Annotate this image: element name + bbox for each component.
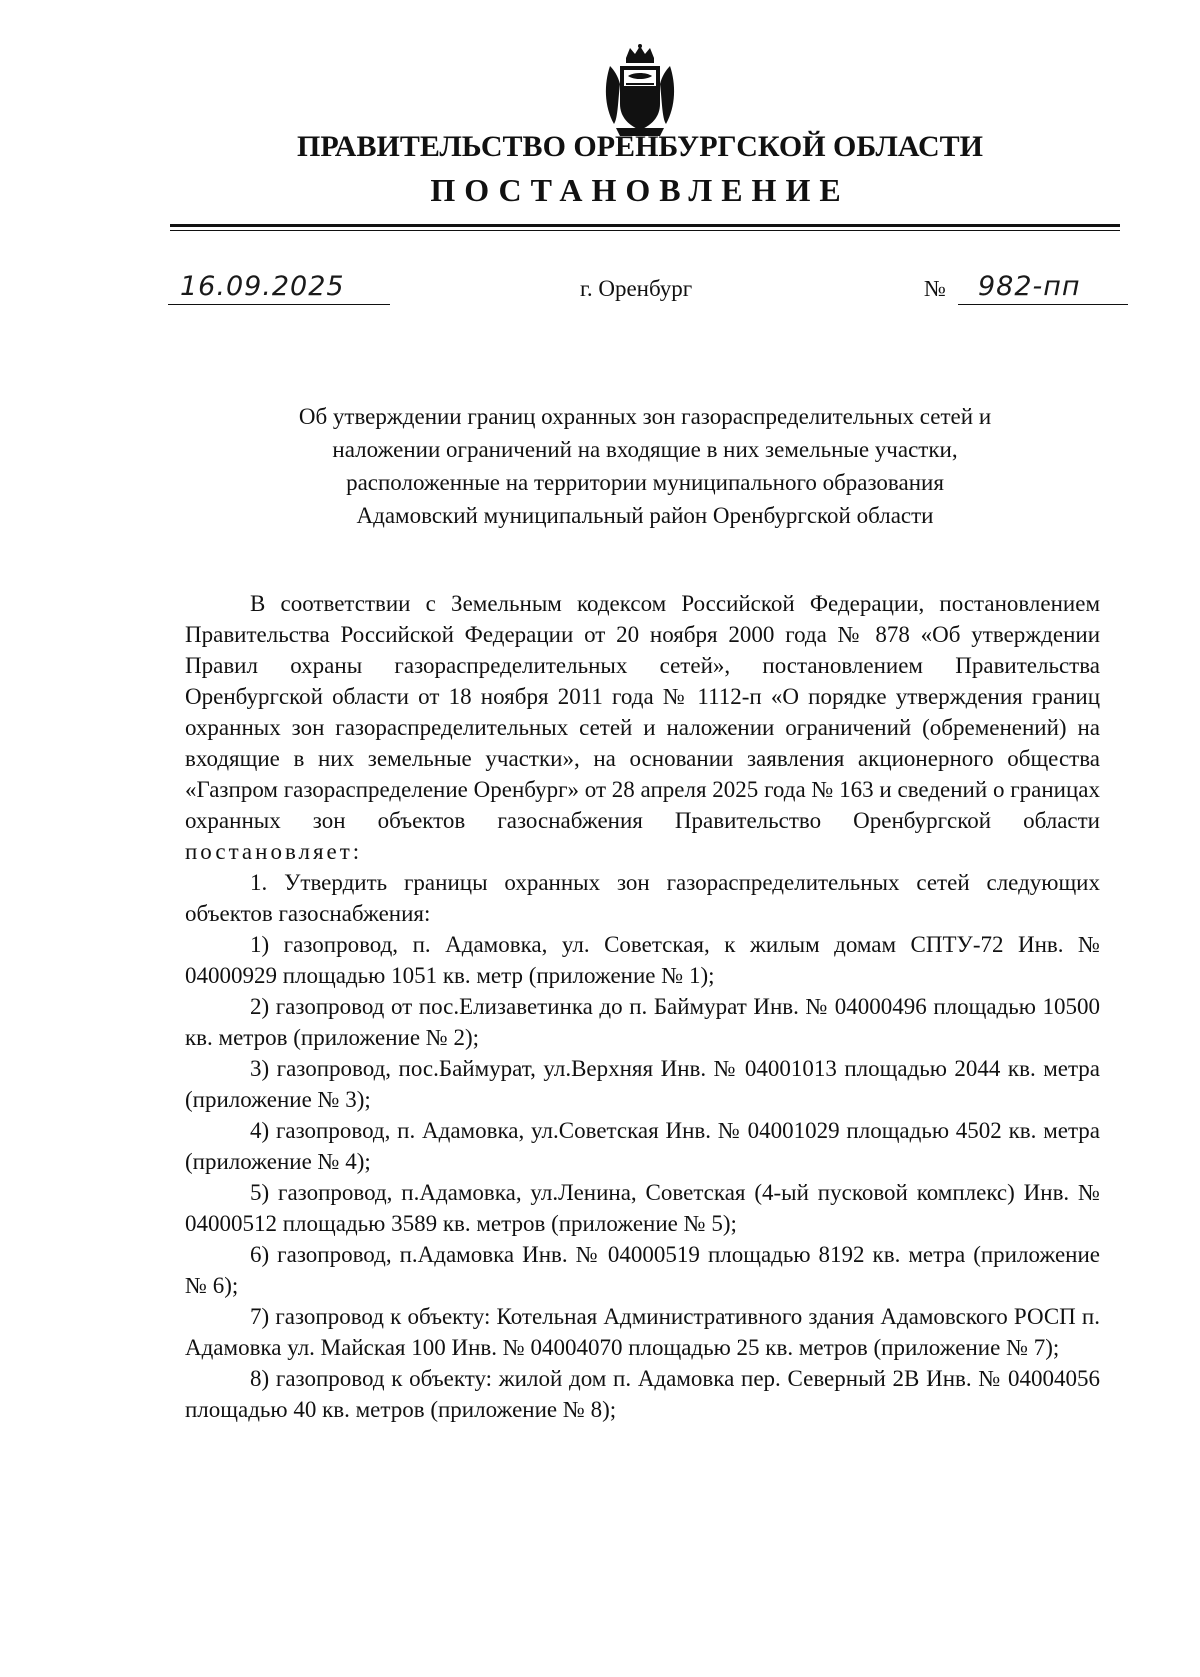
item-1-paragraph: 1. Утвердить границы охранных зон газораспределительных сетей следующих объектов газоснабжения: [185, 870, 1100, 926]
document-body [185, 588, 1100, 1425]
header-divider-thin [170, 230, 1120, 231]
subject-line: Адамовский муниципальный район Оренбургской области [356, 503, 934, 528]
subject-line: Об утверждении границ охранных зон газораспределительных сетей и [298, 404, 992, 429]
document-subject [170, 400, 1120, 532]
subitem-paragraph: 4) газопровод, п. Адамовка, ул.Советская Инв. № 04001029 площадью 4502 кв. метра (приложение № 4); [185, 1118, 1100, 1174]
coat-of-arms-emblem [600, 44, 680, 140]
subitem-paragraph: 5) газопровод, п.Адамовка, ул.Ленина, Советская (4-ый пусковой комплекс) Инв. № 04000512 площадью 3589 кв. метров (приложение № 5); [185, 1180, 1100, 1236]
header-divider-thick [170, 224, 1120, 227]
subitem-paragraph: 3) газопровод, пос.Баймурат, ул.Верхняя Инв. № 04001013 площадью 2044 кв. метра (приложение № 3); [185, 1056, 1100, 1112]
number-field [958, 268, 1128, 305]
number-value: 982-пп [978, 271, 1081, 302]
decree-word: постановляет: [185, 839, 363, 864]
subject-line: наложении ограничений на входящие в них земельные участки, [332, 437, 958, 462]
subitem-paragraph: 2) газопровод от пос.Елизаветинка до п. Баймурат Инв. № 04000496 площадью 10500 кв. метров (приложение № 2); [185, 994, 1100, 1050]
document-type-title: ПОСТАНОВЛЕНИЕ [430, 172, 850, 208]
subitem-paragraph: 7) газопровод к объекту: Котельная Административного здания Адамовского РОСП п. Адамовка ул. Майская 100 Инв. № 04004070 площадью 25 кв. метров (приложение № 7); [185, 1304, 1100, 1360]
city-label: г. Оренбург [580, 276, 693, 301]
number-label: № [924, 276, 946, 301]
subitem-paragraph: 8) газопровод к объекту: жилой дом п. Адамовка пер. Северный 2В Инв. № 04004056 площадью 40 кв. метров (приложение № 8); [185, 1366, 1100, 1422]
preamble-text: В соответствии с Земельным кодексом Российской Федерации, постановлением Правительства Российской Федерации от 20 ноября 2000 года № 878 «Об утверждении Правил охраны газораспределительных сетей», постановлением Правительства Оренбургской области от 18 ноября 2011 года № 1112-п «О порядке утверждения границ охранных зон газораспределительных сетей и наложении ограничений (обременений) на входящие в них земельные участки», на основании заявления акционерного общества «Газпром газораспределение Оренбург» от 28 апреля 2025 года № 163 и сведений о границах охранных зон объектов газоснабжения Правительство Оренбургской области [185, 591, 1100, 833]
date-field [168, 268, 390, 305]
preamble-paragraph [185, 588, 1100, 867]
date-value: 16.09.2025 [180, 271, 345, 302]
subitem-paragraph: 1) газопровод, п. Адамовка, ул. Советская, к жилым домам СПТУ-72 Инв. № 04000929 площадью 1051 кв. метр (приложение № 1); [185, 932, 1100, 988]
subject-line: расположенные на территории муниципального образования [346, 470, 944, 495]
organization-title: ПРАВИТЕЛЬСТВО ОРЕНБУРГСКОЙ ОБЛАСТИ [296, 130, 984, 163]
subitem-paragraph: 6) газопровод, п.Адамовка Инв. № 04000519 площадью 8192 кв. метра (приложение № 6); [185, 1242, 1100, 1298]
